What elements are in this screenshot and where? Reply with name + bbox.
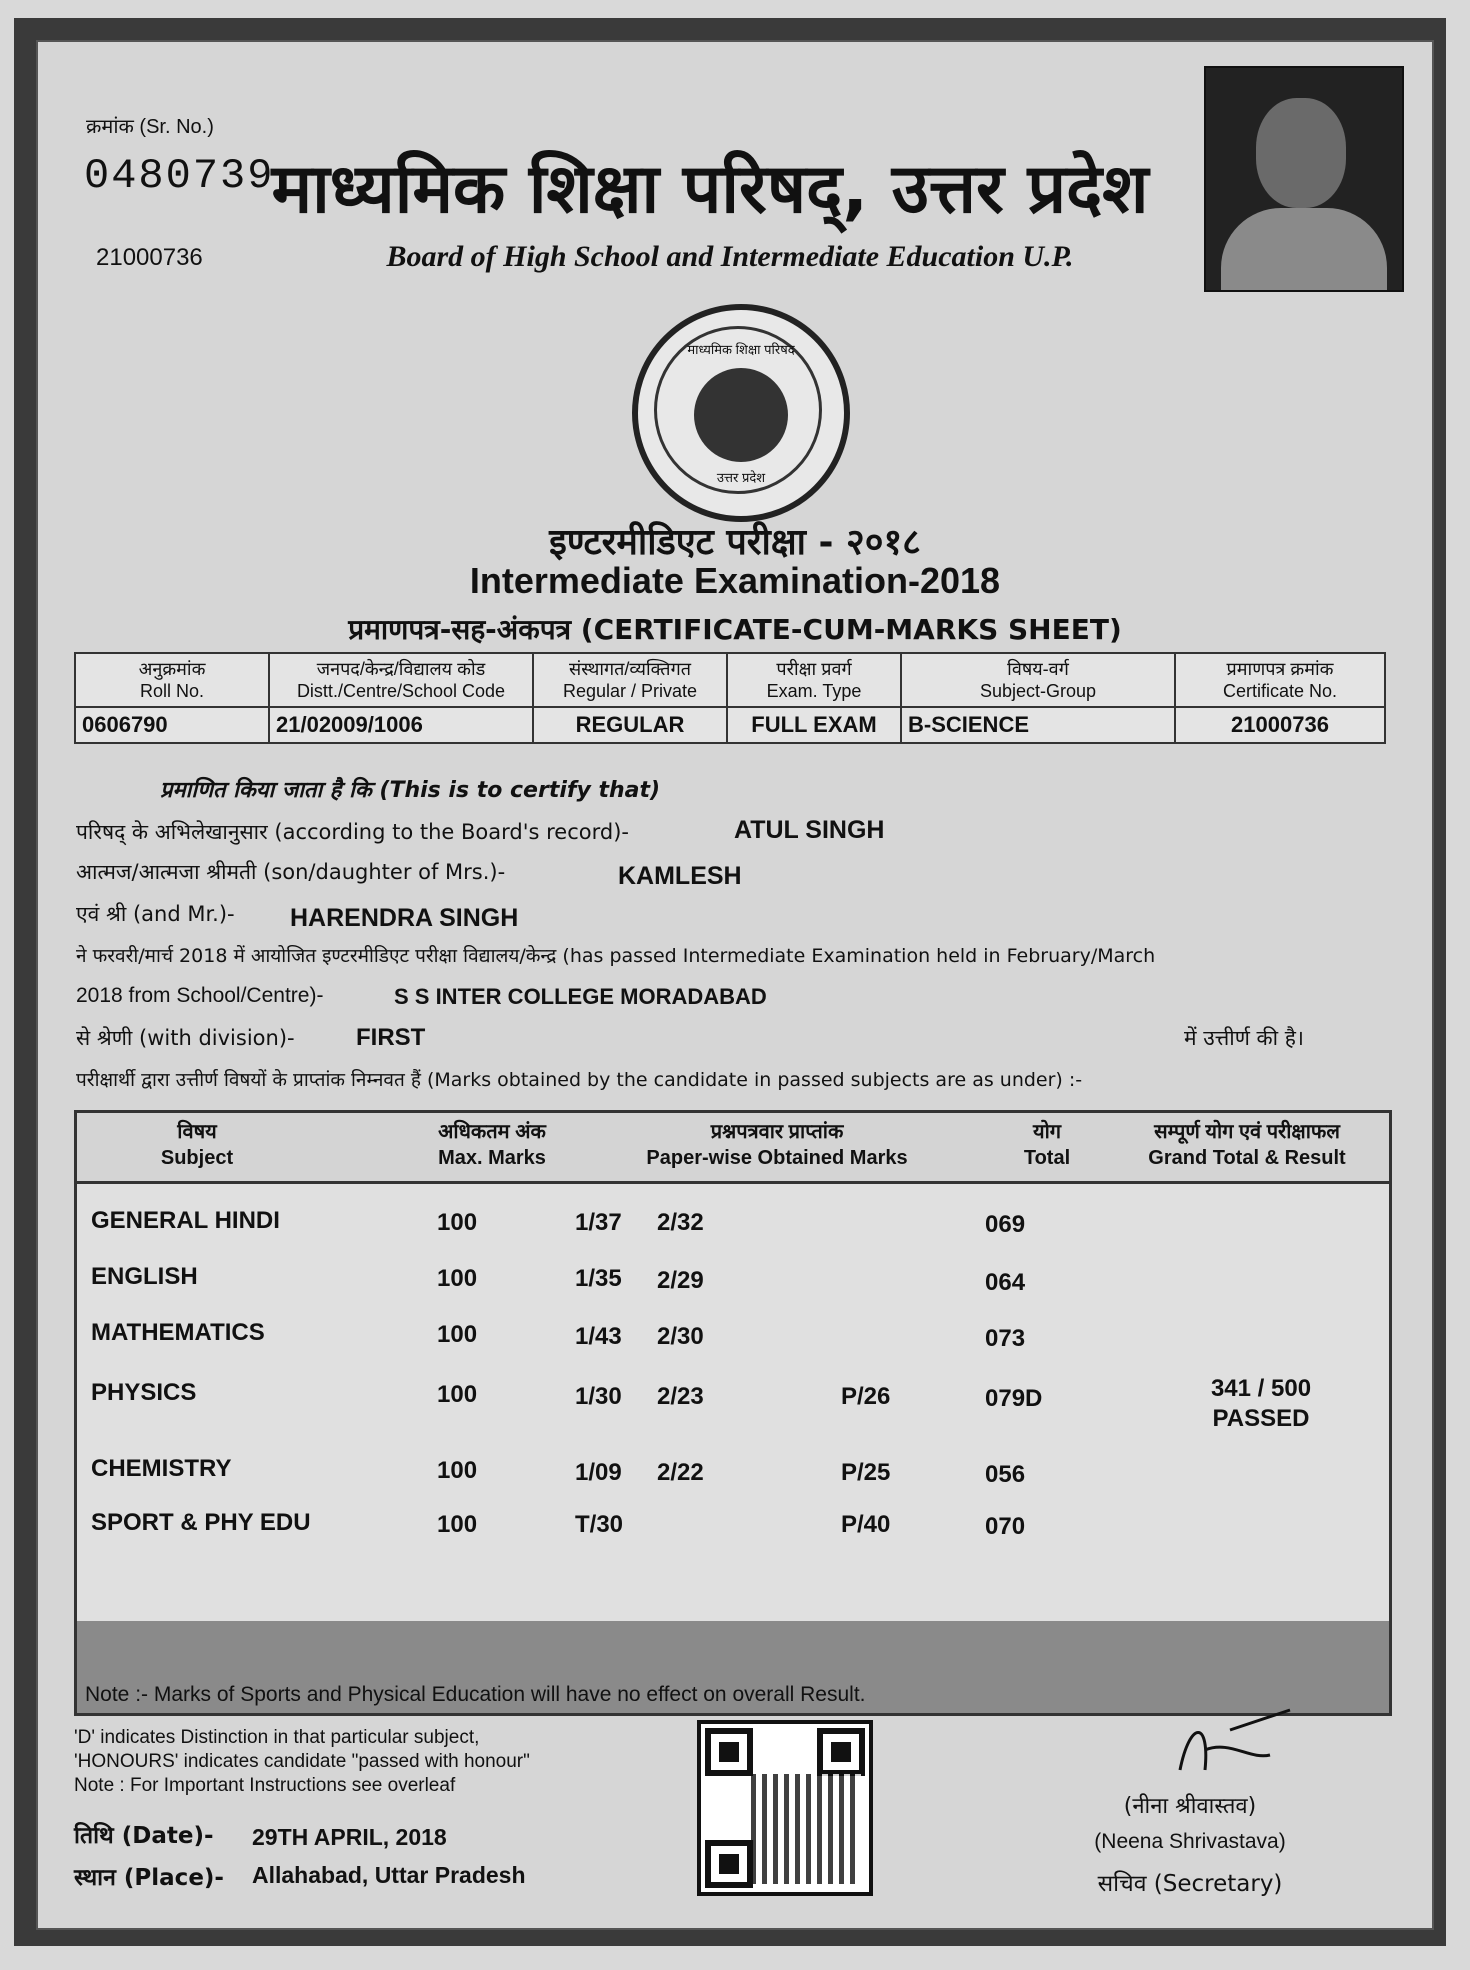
paper-1: 1/35: [575, 1265, 622, 1292]
header-en: Distt./Centre/School Code: [296, 681, 506, 701]
info-table-value-row: [75, 707, 1385, 743]
paper-1: 1/30: [575, 1383, 622, 1410]
roll-no: 0606790: [75, 707, 269, 743]
subject-name: CHEMISTRY: [91, 1455, 232, 1482]
practical: P/40: [841, 1511, 891, 1538]
subject-name: ENGLISH: [91, 1263, 198, 1290]
candidate-photo: [1204, 66, 1404, 292]
paper-marks-header: [607, 1119, 947, 1171]
subject-name: GENERAL HINDI: [91, 1207, 280, 1234]
father-label: एवं श्री (and Mr.)-: [76, 902, 235, 926]
max-header-hi: अधिकतम अंक: [438, 1121, 546, 1143]
board-emblem: [632, 304, 850, 522]
secretary-name-hindi: (नीना श्रीवास्तव): [1123, 1794, 1257, 1819]
passed-line: ने फरवरी/मार्च 2018 में आयोजित इण्टरमीडिएट परीक्षा विद्यालय/केन्द्र (has passed Intermediate Examination held in February/March: [76, 945, 1156, 967]
info-header-cell: [269, 653, 533, 707]
info-header-cell: [75, 653, 269, 707]
max-marks: 100: [437, 1265, 478, 1292]
paper-2: 2/29: [657, 1267, 704, 1294]
exam-title-hindi: इण्टरमीडिएट परीक्षा - २०१८: [549, 522, 921, 563]
practical: P/26: [841, 1383, 891, 1410]
info-header-cell: [533, 653, 727, 707]
subject-name: PHYSICS: [91, 1379, 197, 1406]
info-header-cell: [901, 653, 1175, 707]
info-header-cell: [727, 653, 901, 707]
total: 056: [985, 1461, 1026, 1488]
paper-2: 2/30: [657, 1323, 704, 1350]
subject-name: MATHEMATICS: [91, 1319, 265, 1346]
legend-note: Note : For Important Instructions see overleaf: [74, 1775, 456, 1796]
place-label: स्थान (Place)-: [74, 1865, 224, 1891]
secretary-name-english: (Neena Shrivastava): [1094, 1830, 1286, 1853]
sr-sub-number: 21000736: [96, 244, 203, 271]
max-marks: 100: [437, 1511, 478, 1538]
issue-place: Allahabad, Uttar Pradesh: [252, 1862, 526, 1888]
certificate-no: 21000736: [1175, 707, 1385, 743]
secretary-title: सचिव (Secretary): [1097, 1871, 1283, 1897]
subject-group: B-SCIENCE: [901, 707, 1175, 743]
father-name: HARENDRA SINGH: [290, 904, 519, 932]
division-suffix: में उत्तीर्ण की है।: [1184, 1026, 1304, 1050]
board-title-english: Board of High School and Intermediate Education U.P.: [386, 240, 1074, 273]
subject-name: SPORT & PHY EDU: [91, 1509, 311, 1536]
paper-2: 2/22: [657, 1459, 704, 1486]
exam-title-english: Intermediate Examination-2018: [469, 560, 1001, 601]
header-en: Roll No.: [139, 681, 205, 701]
result: PASSED: [1212, 1405, 1310, 1432]
date-label: तिथि (Date)-: [74, 1823, 214, 1849]
mother-label: आत्मज/आत्मजा श्रीमती (son/daughter of Mrs.)-: [76, 860, 506, 884]
qr-modules: [751, 1774, 861, 1884]
note-text: Note :- Marks of Sports and Physical Education will have no effect on overall Result.: [85, 1683, 866, 1706]
emblem-bottom-text: उत्तर प्रदेश: [716, 470, 766, 485]
total: 069: [985, 1211, 1026, 1238]
record-label: परिषद् के अभिलेखानुसार (according to the Board's record)-: [76, 820, 629, 844]
header-hi: संस्थागत/व्यक्तिगत: [569, 659, 691, 679]
max-marks: 100: [437, 1209, 478, 1236]
grand-total: 341 / 500: [1210, 1375, 1312, 1402]
info-header-cell: [1175, 653, 1385, 707]
header-hi: जनपद/केन्द्र/विद्यालय कोड: [316, 659, 486, 679]
paper-1: T/30: [575, 1511, 624, 1538]
marks-intro: परीक्षार्थी द्वारा उत्तीर्ण विषयों के प्राप्तांक निम्नवत हैं (Marks obtained by the candidate in passed subjects are as under) :-: [76, 1069, 1083, 1091]
max-marks-header: [407, 1119, 577, 1171]
sr-no-label: क्रमांक (Sr. No.): [86, 116, 214, 138]
total-header-hi: योग: [1032, 1121, 1062, 1143]
total: 073: [985, 1325, 1026, 1352]
max-header-en: Max. Marks: [438, 1147, 546, 1169]
paper-2: 2/32: [657, 1209, 704, 1236]
paper-header-hi: प्रश्नपत्रवार प्राप्तांक: [710, 1121, 844, 1143]
marks-table-header: [77, 1113, 1389, 1184]
emblem-core: [694, 368, 788, 462]
qr-finder-bottom-left: [705, 1840, 753, 1888]
practical: P/25: [841, 1459, 891, 1486]
total-header: [987, 1119, 1107, 1171]
marks-table: [74, 1110, 1392, 1716]
max-marks: 100: [437, 1381, 478, 1408]
school-label: 2018 from School/Centre)-: [76, 984, 324, 1007]
grand-header-hi: सम्पूर्ण योग एवं परीक्षाफल: [1154, 1121, 1340, 1143]
photo-shoulders: [1221, 208, 1387, 290]
legend-distinction: 'D' indicates Distinction in that particular subject,: [74, 1727, 480, 1748]
max-marks: 100: [437, 1321, 478, 1348]
total: 079D: [985, 1385, 1043, 1412]
total-header-en: Total: [1023, 1147, 1071, 1169]
school-name: S S INTER COLLEGE MORADABAD: [394, 984, 767, 1009]
qr-finder-top-right: [817, 1728, 865, 1776]
division: FIRST: [356, 1024, 426, 1051]
header-hi: अनुक्रमांक: [138, 659, 206, 679]
legend-honours: 'HONOURS' indicates candidate "passed with honour": [74, 1751, 530, 1772]
mother-name: KAMLESH: [618, 862, 742, 890]
paper-header-en: Paper-wise Obtained Marks: [646, 1147, 908, 1169]
candidate-name: ATUL SINGH: [734, 816, 885, 844]
header-en: Regular / Private: [562, 681, 698, 701]
board-title-hindi: माध्यमिक शिक्षा परिषद्, उत्तर प्रदेश: [271, 150, 1149, 229]
grand-header-en: Grand Total & Result: [1148, 1147, 1346, 1169]
total: 070: [985, 1513, 1026, 1540]
header-hi: परीक्षा प्रवर्ग: [776, 659, 852, 679]
header-hi: प्रमाणपत्र क्रमांक: [1226, 659, 1334, 679]
paper-1: 1/09: [575, 1459, 622, 1486]
photo-face: [1256, 98, 1346, 208]
exam-type: FULL EXAM: [727, 707, 901, 743]
qr-finder-top-left: [705, 1728, 753, 1776]
regular-private: REGULAR: [533, 707, 727, 743]
qr-code: [697, 1720, 873, 1896]
info-table: [74, 652, 1386, 744]
division-label: से श्रेणी (with division)-: [76, 1026, 295, 1050]
header-hi: विषय-वर्ग: [1007, 659, 1069, 679]
issue-date: 29TH APRIL, 2018: [252, 1824, 447, 1850]
emblem-top-text: माध्यमिक शिक्षा परिषद: [687, 342, 795, 357]
paper-1: 1/37: [575, 1209, 622, 1236]
paper-2: 2/23: [657, 1383, 704, 1410]
header-en: Certificate No.: [1222, 681, 1338, 701]
sr-no: 0480739: [84, 152, 275, 200]
total: 064: [985, 1269, 1026, 1296]
info-table-header-row: [75, 653, 1385, 707]
school-code: 21/02009/1006: [269, 707, 533, 743]
subject-header-hi: विषय: [177, 1121, 217, 1143]
max-marks: 100: [437, 1457, 478, 1484]
secretary-signature: [1150, 1700, 1300, 1790]
subject-header: [97, 1119, 297, 1171]
grand-total-header: [1127, 1119, 1367, 1171]
certificate-title: प्रमाणपत्र-सह-अंकपत्र (CERTIFICATE-CUM-MARKS SHEET): [348, 613, 1122, 646]
paper-1: 1/43: [575, 1323, 622, 1350]
subject-header-en: Subject: [160, 1147, 234, 1169]
header-en: Subject-Group: [979, 681, 1097, 701]
certify-intro: प्रमाणित किया जाता है कि (This is to certify that): [160, 778, 661, 803]
header-en: Exam. Type: [766, 681, 862, 701]
